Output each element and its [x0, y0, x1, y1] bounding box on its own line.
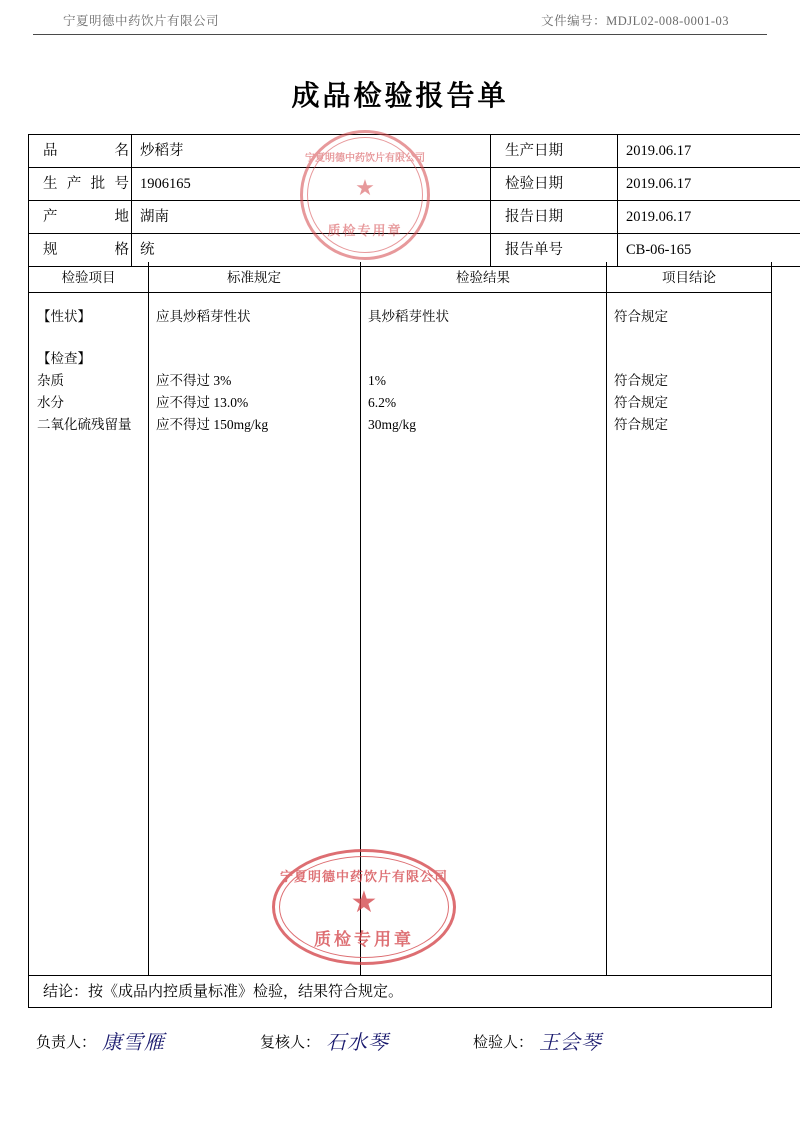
header-divider	[29, 292, 771, 293]
result-column-result	[368, 306, 606, 436]
list-item: 具炒稻芽性状	[368, 309, 449, 324]
signature-reviewer	[260, 1024, 389, 1053]
column-header-item: 检验项目	[61, 270, 116, 285]
stamp-sub-text: 质检专用章	[314, 930, 414, 950]
list-item: 符合规定	[614, 395, 668, 410]
list-item	[368, 348, 606, 370]
signature-label: 负责人：	[36, 1035, 97, 1051]
result-column-standard	[156, 306, 361, 436]
stamp-arc-text: 宁夏明德中药饮片有限公司	[305, 153, 425, 164]
column-header-result: 检验结果	[456, 270, 510, 285]
info-label-inspection-date: 检验日期	[491, 168, 618, 201]
stamp-sub-text: 质检专用章	[327, 224, 403, 239]
document-number: 文件编号：MDJL02-008-0001-03	[541, 14, 729, 28]
info-label-origin: 产 地	[29, 201, 132, 234]
product-info-table	[28, 134, 800, 267]
list-item: 应不得过 13.0%	[156, 395, 249, 410]
info-value-report-number: CB-06-165	[618, 234, 800, 267]
inspection-result-table	[28, 262, 772, 976]
table-row	[29, 201, 800, 234]
list-item: 二氧化硫残留量	[37, 417, 132, 432]
list-item: 杂质	[37, 373, 64, 388]
info-label-production-date: 生产日期	[491, 135, 618, 168]
info-value-specification: 统	[132, 234, 491, 267]
info-value-product-name: 炒稻芽	[132, 135, 491, 168]
list-item: 应不得过 150mg/kg	[156, 417, 269, 432]
list-item: 符合规定	[614, 417, 668, 432]
list-item	[156, 348, 361, 370]
list-item: 【检查】	[37, 351, 91, 366]
table-row	[29, 135, 800, 168]
info-value-production-date: 2019.06.17	[618, 135, 800, 168]
table-row	[29, 168, 800, 201]
info-value-report-date: 2019.06.17	[618, 201, 800, 234]
document-header	[33, 14, 767, 35]
list-item: 1%	[368, 373, 386, 388]
company-name: 宁夏明德中药饮片有限公司	[63, 14, 220, 28]
signature-value: 王会琴	[539, 1030, 603, 1054]
signature-row	[28, 1016, 772, 1060]
list-item: 应具炒稻芽性状	[156, 309, 251, 324]
column-header-conclusion: 项目结论	[662, 270, 716, 285]
signature-inspector	[473, 1024, 602, 1053]
info-label-product-name: 品 名	[29, 135, 132, 168]
result-column-item	[37, 306, 149, 436]
signature-label: 复核人：	[260, 1035, 321, 1051]
list-item: 应不得过 3%	[156, 373, 232, 388]
list-item: 符合规定	[614, 373, 668, 388]
info-value-origin: 湖南	[132, 201, 491, 234]
column-header-standard: 标准规定	[227, 270, 281, 285]
list-item: 【性状】	[37, 309, 91, 324]
stamp-arc-text: 宁夏明德中药饮片有限公司	[279, 870, 448, 885]
info-label-specification: 规 格	[29, 234, 132, 267]
info-value-batch-number: 1906165	[132, 168, 491, 201]
signature-label: 检验人：	[473, 1035, 534, 1051]
signature-value: 康雪雁	[102, 1030, 166, 1054]
info-label-report-date: 报告日期	[491, 201, 618, 234]
star-icon: ★	[355, 175, 375, 200]
conclusion-row: 结论：按《成品内控质量标准》检验，结果符合规定。	[28, 976, 772, 1008]
result-column-conclusion	[614, 306, 772, 436]
list-item: 水分	[37, 395, 64, 410]
star-icon: ★	[350, 886, 378, 919]
list-item: 6.2%	[368, 395, 397, 410]
list-item	[614, 348, 772, 370]
page-title: 成品检验报告单	[291, 79, 509, 112]
signature-value: 石水琴	[326, 1030, 390, 1054]
list-item: 符合规定	[614, 309, 668, 324]
signature-responsible	[36, 1024, 165, 1053]
info-label-report-number: 报告单号	[491, 234, 618, 267]
info-label-batch-number: 生产批号	[29, 168, 132, 201]
column-divider-3	[606, 262, 607, 975]
info-value-inspection-date: 2019.06.17	[618, 168, 800, 201]
list-item: 30mg/kg	[368, 417, 417, 432]
